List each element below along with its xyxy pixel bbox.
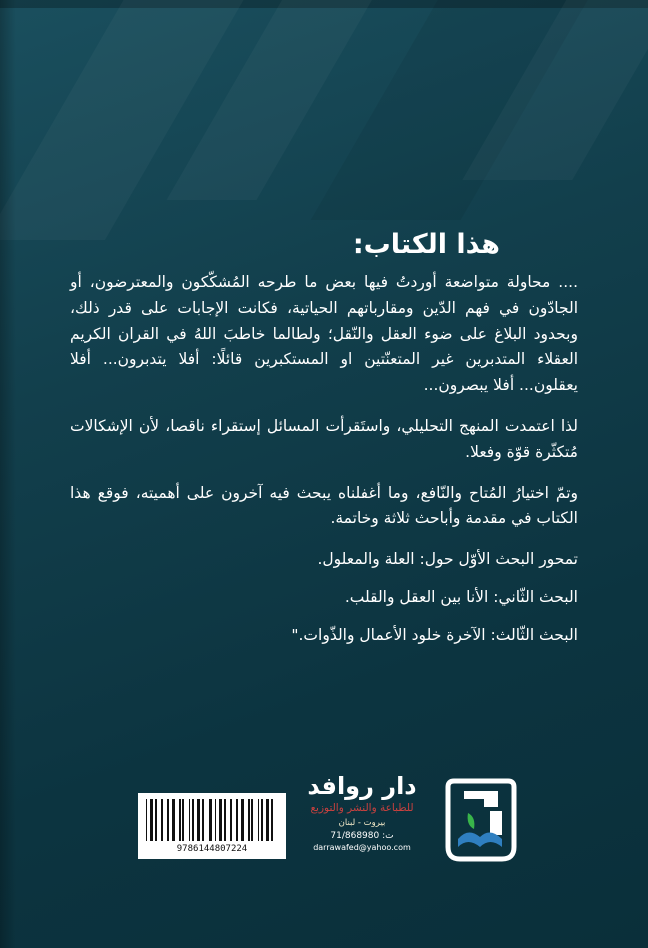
blurb-body xyxy=(70,270,578,661)
barcode-bar xyxy=(182,799,184,841)
barcode-bar xyxy=(150,799,153,841)
barcode-bar xyxy=(261,799,263,841)
barcode-bar xyxy=(224,799,226,841)
publisher-email: darrawafed@yahoo.com xyxy=(313,843,411,852)
blurb-paragraph: لذا اعتمدت المنهج التحليلي، واستَقرأت المسائل إستقراء ناقصا، لأن الإشكالات مُتكثّرة قوّة وفعلا. xyxy=(70,416,578,461)
publisher-city: بيروت - لبنان xyxy=(338,818,386,828)
blurb-paragraph: وتمّ اختيارُ المُتاح والنّافع، وما أغفلناه يبحث فيه آخرون على أهميته، فوقع هذا الكتاب في مقدمة وأباحث ثلاثة وخاتمة. xyxy=(70,483,578,528)
publisher-logo-icon xyxy=(444,777,518,863)
publisher-phone: ت: 71/868980 xyxy=(330,831,394,841)
barcode-bar xyxy=(258,799,259,841)
barcode-bar xyxy=(209,799,212,841)
publisher-name: دار روافد xyxy=(307,772,417,800)
isbn-barcode xyxy=(138,793,286,859)
spine-shadow xyxy=(0,0,16,948)
publisher-info xyxy=(292,772,432,852)
barcode-bar xyxy=(236,799,238,841)
blurb-paragraph: .... محاولة متواضعة أوردتُ فيها بعض ما طرحه المُشكّكون والمعترضون، أو الجادّون في فهم الدّين ومقارباتهم الحياتية، فكانت الإجابات على قدر ذلك، وبحدود البلاغ على ضوء العقل والنّقل؛ ولطالما خاطبَ اللهُ في القران الكريم العقلاء المتدبرين غير المتعنّتين او المستكبرين قائلًا: أفلا يتدبرون... أفلا يعقلون... أفلا يبصرون... xyxy=(70,273,578,395)
barcode-bar xyxy=(230,799,232,841)
barcode-bar xyxy=(197,799,200,841)
barcode-bar xyxy=(192,799,194,841)
blurb-paragraph: تمحور البحث الأوّل حول: العلة والمعلول. xyxy=(317,550,578,569)
barcode-bar xyxy=(179,799,181,841)
barcode-icon xyxy=(140,795,284,845)
barcode-bar xyxy=(172,799,175,841)
blurb-paragraph: البحث الثّاني: الأنا بين العقل والقلب. xyxy=(344,587,578,606)
barcode-bar xyxy=(202,799,204,841)
barcode-bar xyxy=(219,799,222,841)
barcode-bar xyxy=(155,799,157,841)
barcode-bar xyxy=(189,799,190,841)
barcode-bar xyxy=(271,799,273,841)
barcode-bar xyxy=(215,799,216,841)
barcode-bar xyxy=(251,799,253,841)
barcode-bar xyxy=(167,799,169,841)
blurb-title: هذا الكتاب: xyxy=(352,229,500,260)
publisher-subtitle: للطباعة والنشر والتوزيع xyxy=(310,802,414,814)
blurb-paragraph: البحث الثّالث: الآخرة خلود الأعمال والذّوات." xyxy=(291,625,578,644)
barcode-bar xyxy=(146,799,147,841)
barcode-bar xyxy=(161,799,163,841)
barcode-bar xyxy=(248,799,250,841)
barcode-bar xyxy=(241,799,244,841)
barcode-bar xyxy=(266,799,269,841)
isbn-number: 9786144807224 xyxy=(176,844,248,854)
